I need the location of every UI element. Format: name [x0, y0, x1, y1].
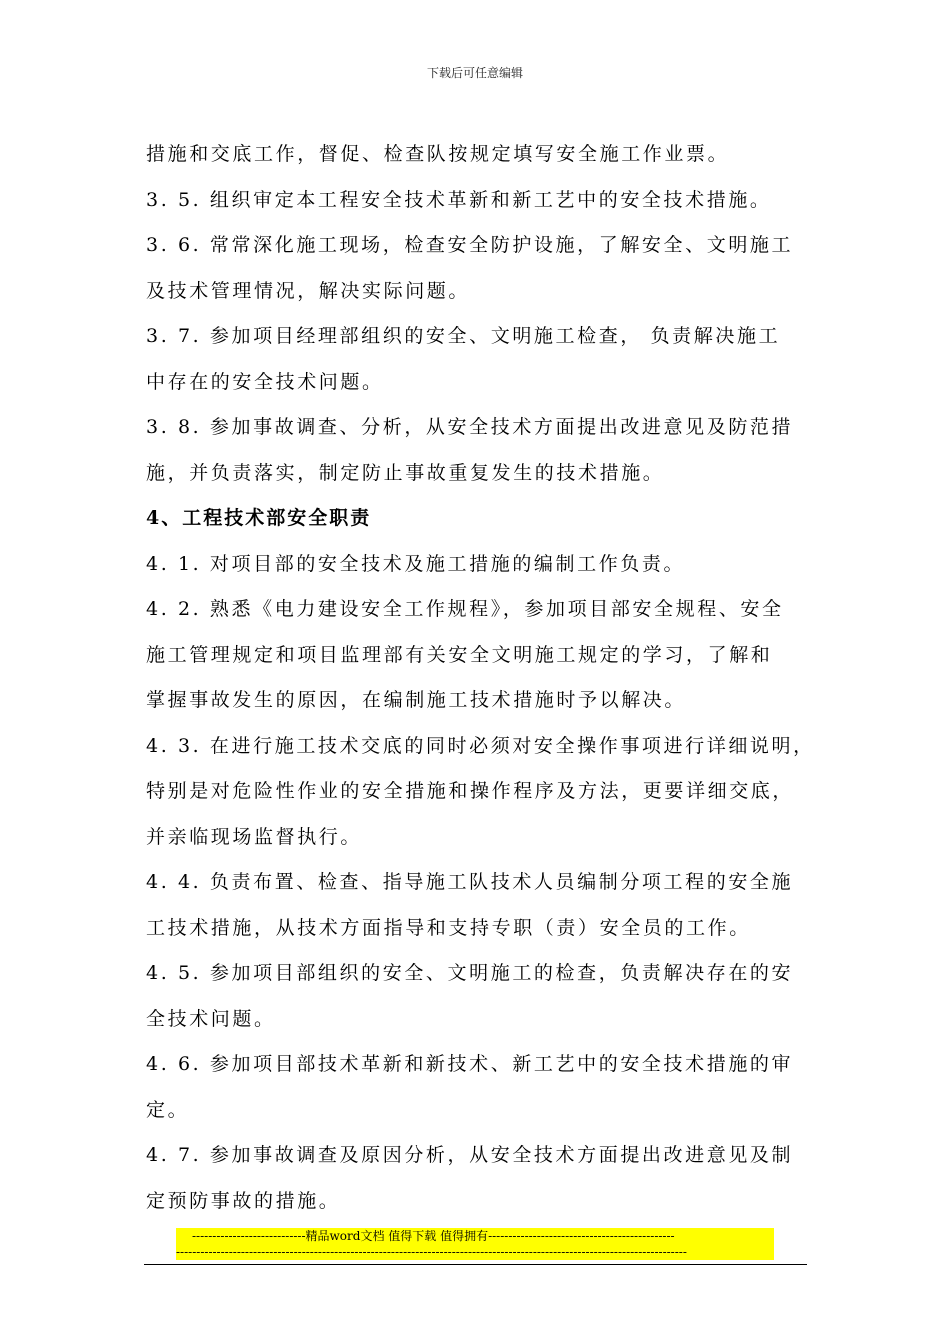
paragraph-line: 3. 5. 组织审定本工程安全技术革新和新工艺中的安全技术措施。: [146, 188, 772, 211]
paragraph-line: 掌握事故发生的原因，在编制施工技术措施时予以解决。: [146, 689, 687, 711]
paragraph-line: 3. 7. 参加项目经理部组织的安全、文明施工检查， 负责解决施工: [146, 325, 781, 347]
paragraph-line: 4. 1. 对项目部的安全技术及施工措施的编制工作负责。: [146, 552, 686, 575]
document-body: [146, 132, 815, 1224]
paragraph-line: 特别是对危险性作业的安全措施和操作程序及方法，更要详细交底，: [146, 780, 795, 802]
footer-divider: [144, 1264, 807, 1265]
page-header: 下载后可任意编辑: [426, 66, 523, 80]
paragraph-line: 4. 4. 负责布置、检查、指导施工队技术人员编制分项工程的安全施: [146, 871, 794, 893]
paragraph-line: 4. 5. 参加项目部组织的安全、文明施工的检查，负责解决存在的安: [146, 962, 794, 984]
paragraph-line: 3. 8. 参加事故调查、分析，从安全技术方面提出改进意见及防范措: [146, 416, 794, 438]
paragraph-line: 中存在的安全技术问题。: [146, 370, 384, 393]
paragraph-line: 4. 7. 参加事故调查及原因分析，从安全技术方面提出改进意见及制: [146, 1144, 794, 1166]
paragraph-line: 工技术措施，从技术方面指导和支持专职（责）安全员的工作。: [146, 916, 751, 939]
paragraph-line: 4. 3. 在进行施工技术交底的同时必须对安全操作事项进行详细说明，: [146, 734, 815, 757]
paragraph-line: 施工管理规定和项目监理部有关安全文明施工规定的学习，了解和: [146, 643, 773, 666]
paragraph-line: 4. 2. 熟悉《电力建设安全工作规程》，参加项目部安全规程、安全: [146, 598, 784, 620]
footer-banner-line: ----------------------------精品word文档 值得下载 值得拥有----------------------------------------------: [192, 1229, 675, 1243]
paragraph-line: 全技术问题。: [146, 1007, 276, 1030]
paragraph-line: 及技术管理情况，解决实际问题。: [146, 279, 471, 302]
paragraph-line: 并亲临现场监督执行。: [146, 825, 363, 848]
paragraph-line: 4. 6. 参加项目部技术革新和新技术、新工艺中的安全技术措施的审: [146, 1053, 794, 1075]
paragraph-line: 3. 6. 常常深化施工现场，检查安全防护设施，了解安全、文明施工: [146, 234, 794, 256]
paragraph-line: 定预防事故的措施。: [146, 1189, 341, 1212]
paragraph-line: 措施和交底工作，督促、检查队按规定填写安全施工作业票。: [146, 143, 730, 165]
section-heading: 4、工程技术部安全职责: [146, 507, 372, 529]
paragraph-line: 定。: [146, 1098, 190, 1121]
footer-banner: [176, 1228, 774, 1260]
footer-banner-line: ------------------------------------------------------------------------------------------------------------------------------: [176, 1245, 687, 1259]
paragraph-line: 施，并负责落实，制定防止事故重复发生的技术措施。: [146, 461, 665, 484]
